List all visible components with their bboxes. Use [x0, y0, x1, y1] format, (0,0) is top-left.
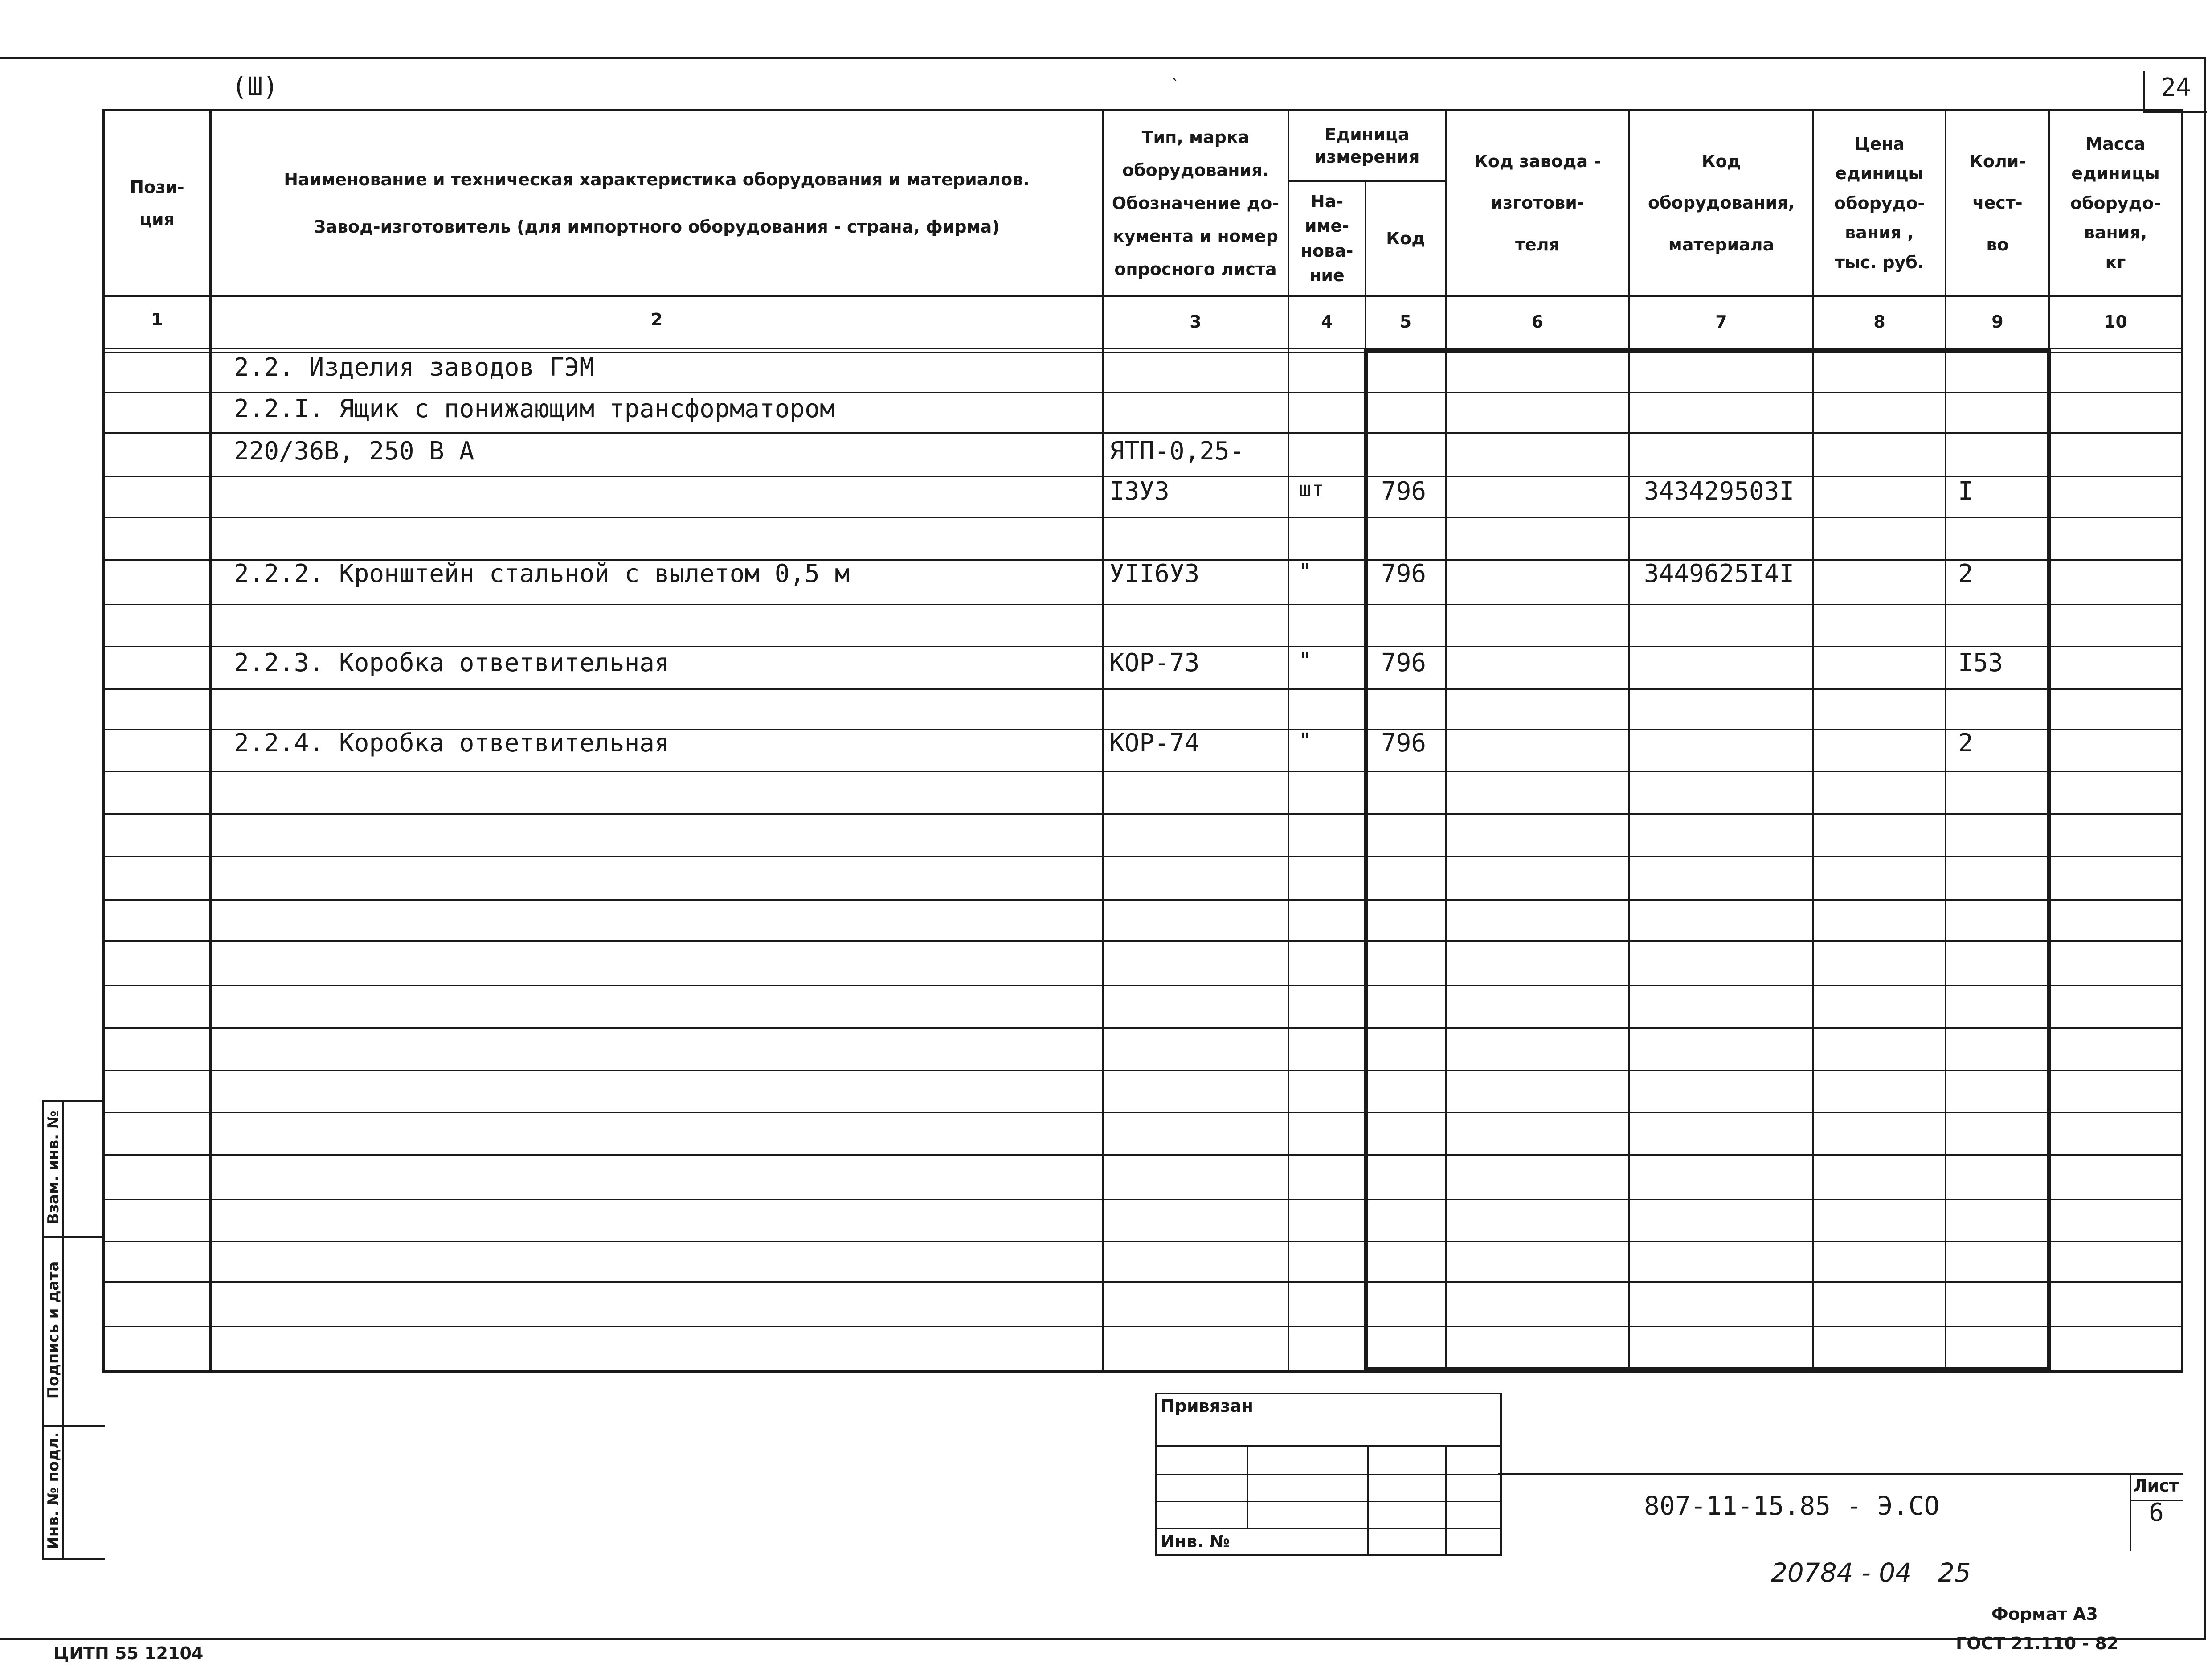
document-code: 807-11-15.85 - Э.СО [1644, 1491, 1940, 1521]
privyazan-vline1 [1247, 1445, 1248, 1528]
cell-name: 2.2. Изделия заводов ГЭМ [234, 353, 595, 382]
cell-type: КОР-74 [1109, 729, 1200, 758]
privyazan-label: Привязан [1161, 1396, 1254, 1416]
row-separator [103, 604, 2183, 605]
privyazan-line4 [1155, 1528, 1500, 1529]
header-col9: Коли- чест- во [1969, 152, 2026, 254]
top-border [0, 57, 2205, 59]
privyazan-vline2 [1367, 1445, 1369, 1554]
dot-mark: ` [1172, 76, 1178, 95]
header-col4: На- име- нова- ние [1300, 192, 1353, 285]
cell-name: 220/36В, 250 В А [234, 437, 474, 466]
side-stamp-mid [62, 1100, 64, 1559]
cell-name: 2.2.3. Коробка ответвительная [234, 648, 670, 677]
format-label: Формат А3 [1991, 1604, 2098, 1624]
cell-unit: " [1299, 559, 1312, 584]
cell-code: 796 [1381, 648, 1427, 677]
side-label-podpis: Подпись и дата [45, 1261, 62, 1399]
privyazan-line2 [1155, 1474, 1500, 1475]
side-label-vzam: Взам. инв. № [45, 1111, 62, 1225]
row-separator [103, 688, 2183, 690]
handwritten-number-2: 25 [1938, 1557, 1971, 1588]
row-separator [103, 517, 2183, 518]
header-col10: Масса единицы оборудо- вания, кг [2070, 134, 2161, 272]
cell-qty: 2 [1958, 559, 1973, 588]
colnum-4: 4 [1321, 312, 1333, 332]
header-col5: Код [1386, 229, 1425, 249]
cell-unit: " [1299, 648, 1312, 673]
privyazan-line3 [1155, 1501, 1500, 1502]
handwritten-number: 20784 - 04 [1771, 1557, 1912, 1588]
bold-frame-top [1364, 348, 2051, 352]
colnum-6: 6 [1531, 312, 1544, 332]
cell-type: КОР-73 [1109, 648, 1200, 677]
page-number: 24 [2161, 73, 2191, 102]
side-stamp-left [42, 1100, 44, 1559]
cell-qty: I53 [1958, 648, 2003, 677]
row-separator [103, 1199, 2183, 1200]
colnum-7: 7 [1715, 312, 1727, 332]
colnum-8: 8 [1873, 312, 1885, 332]
cell-unit: " [1299, 729, 1312, 754]
privyazan-line1 [1155, 1445, 1500, 1447]
header-col1: Пози- ция [130, 177, 184, 229]
cell-code: 796 [1381, 559, 1427, 588]
cell-type: УII6У3 [1109, 559, 1200, 588]
header-bottom-line [102, 295, 2183, 297]
colnum-5: 5 [1399, 312, 1412, 332]
col-line-8 [1945, 109, 1946, 1370]
row-separator [103, 1281, 2183, 1283]
roman-mark: (Ш) [232, 71, 278, 102]
list-number: 6 [2149, 1498, 2164, 1527]
header-unit-group: Единица измерения [1314, 125, 1420, 167]
col-line-1 [209, 109, 212, 1370]
bold-frame-bottom [1364, 1367, 2051, 1372]
col-line-6 [1628, 109, 1630, 1370]
cell-type: ЯТП-0,25- [1109, 437, 1245, 466]
col-line-5 [1445, 109, 1447, 1370]
row-separator [103, 392, 2183, 393]
cell-mat: 343429503I [1644, 477, 1795, 506]
row-separator [103, 1070, 2183, 1071]
row-separator [103, 1112, 2183, 1113]
gost-label: ГОСТ 21.110 - 82 [1956, 1634, 2119, 1653]
header-col7: Код оборудования, материала [1648, 152, 1795, 254]
cell-type: I3У3 [1109, 477, 1169, 506]
page-number-box [2143, 71, 2207, 113]
row-separator [103, 1241, 2183, 1242]
cell-mat: 3449625I4I [1644, 559, 1795, 588]
col-line-7 [1812, 109, 1814, 1370]
cell-qty: 2 [1958, 729, 1973, 758]
table-right-border [2181, 109, 2183, 1371]
row-separator [103, 856, 2183, 857]
row-separator [103, 432, 2183, 434]
col-line-2 [1102, 109, 1104, 1370]
row-separator [103, 985, 2183, 986]
row-separator [103, 1154, 2183, 1156]
bold-frame-left [1364, 348, 1368, 1372]
row-separator [103, 771, 2183, 772]
colnum-2: 2 [650, 310, 663, 329]
row-separator [103, 940, 2183, 942]
row-separator [103, 813, 2183, 815]
row-separator [103, 1326, 2183, 1327]
colnum-3: 3 [1190, 312, 1202, 332]
header-col6: Код завода - изготови- теля [1474, 152, 1601, 254]
cell-name: 2.2.4. Коробка ответвительная [234, 729, 670, 758]
table-left-border [102, 109, 105, 1371]
cell-name: 2.2.I. Ящик с понижающим трансформатором [234, 394, 835, 423]
header-col2: Наименование и техническая характеристика оборудования и материалов. Завод-изготовитель (для импортного оборудования - страна, фирма) [284, 169, 1030, 237]
citp-label: ЦИТП 55 12104 [53, 1643, 204, 1663]
header-col8: Цена единицы оборудо- вания , тыс. руб. [1834, 134, 1925, 272]
bold-frame-right [2047, 348, 2051, 1372]
col-line-3 [1288, 109, 1289, 1370]
header-col3: Тип, марка оборудования. Обозначение до- кумента и номер опросного листа [1112, 127, 1280, 279]
doc-strip-top [1498, 1473, 2183, 1475]
bottom-border [0, 1638, 2206, 1640]
colnum-10: 10 [2104, 312, 2127, 332]
colnum-9: 9 [1991, 312, 2003, 332]
row-separator [103, 1027, 2183, 1029]
inv-no-label: Инв. № [1161, 1532, 1230, 1551]
cell-unit: шт [1299, 477, 1325, 502]
row-separator [103, 899, 2183, 901]
privyazan-vline3 [1445, 1445, 1447, 1554]
side-stamp-bottom [42, 1558, 105, 1560]
side-label-inv: Инв. № подл. [45, 1432, 62, 1549]
cell-code: 796 [1381, 729, 1427, 758]
right-border [2204, 57, 2206, 1639]
cell-name: 2.2.2. Кронштейн стальной с вылетом 0,5 м [234, 559, 850, 588]
colnum-1: 1 [151, 310, 163, 329]
row-separator [103, 646, 2183, 647]
cell-qty: I [1958, 477, 1973, 506]
list-label: Лист [2133, 1476, 2179, 1496]
cell-code: 796 [1381, 477, 1427, 506]
side-stamp-div1 [42, 1236, 105, 1238]
